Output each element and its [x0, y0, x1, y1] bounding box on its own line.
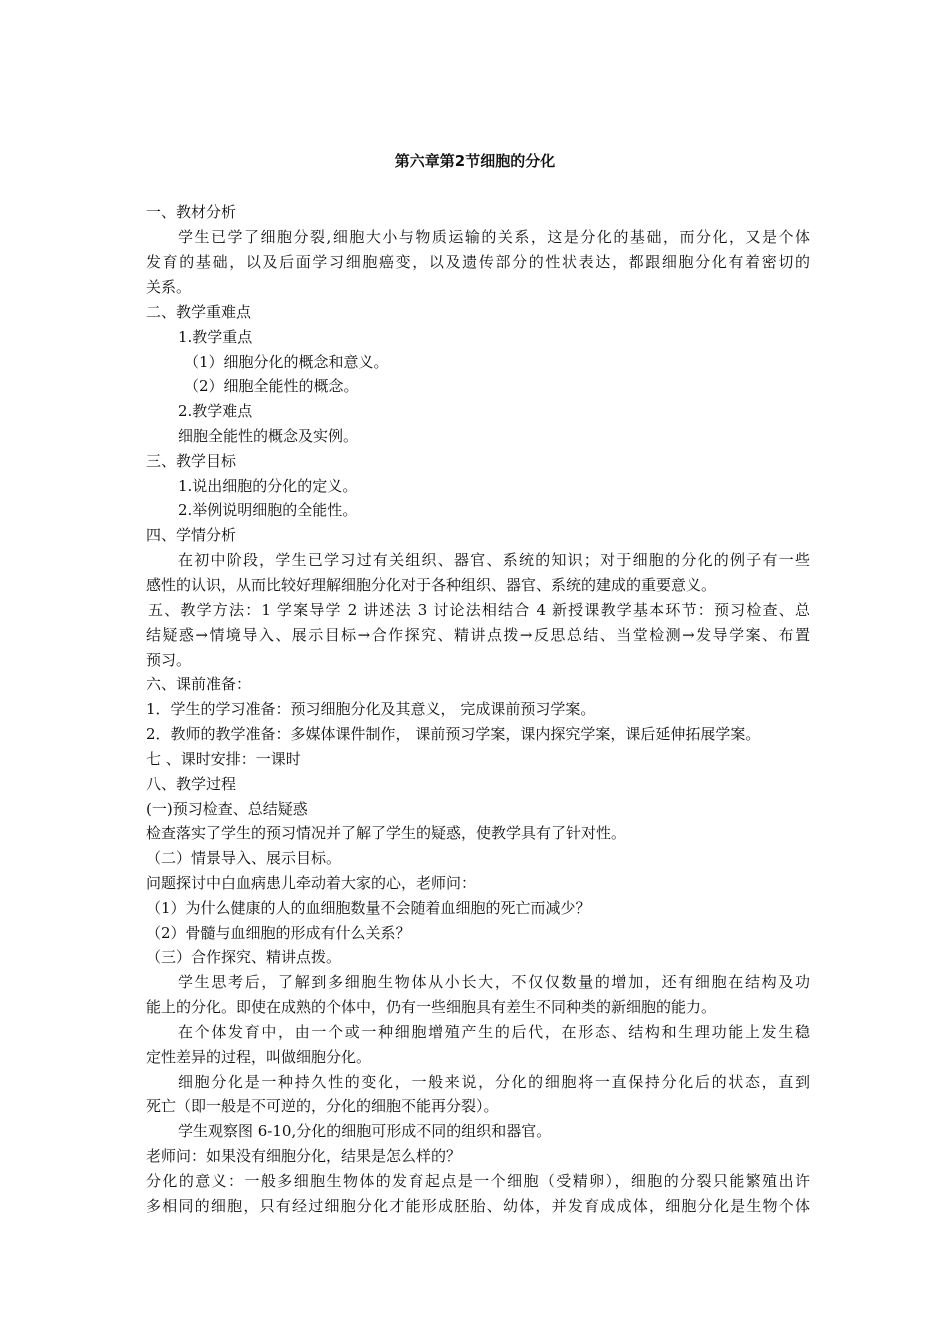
subheading: 1.教学重点 [178, 328, 253, 346]
paragraph-line: 细胞全能性的概念及实例。 [178, 427, 359, 445]
paragraph-line: 死亡（即一般是不可逆的，分化的细胞不能再分裂）。 [146, 1097, 499, 1115]
heading-7: 七 、课时安排：一课时 [146, 750, 301, 768]
paragraph-line: 老师问：如果没有细胞分化，结果是怎么样的？ [146, 1147, 462, 1165]
paragraph-line: 学生思考后，了解到多细胞生物体从小长大，不仅仅数量的增加，还有细胞在结构及功 [178, 973, 810, 991]
paragraph-line: 分化的意义：一般多细胞生物体的发育起点是一个细胞（受精卵），细胞的分裂只能繁殖出许 [146, 1172, 810, 1190]
heading-4: 四、学情分析 [146, 526, 237, 544]
list-item: （2）骨髓与血细胞的形成有什么关系？ [146, 924, 411, 942]
list-item: （2）细胞全能性的概念。 [184, 377, 359, 395]
list-item: 1.说出细胞的分化的定义。 [178, 477, 358, 495]
subheading: （三）合作探究、精讲点拨。 [146, 948, 342, 966]
paragraph-line: 能上的分化。即使在成熟的个体中，仍有一些细胞具有差生不同种类的新细胞的能力。 [146, 998, 717, 1016]
paragraph-line: 问题探讨中白血病患儿牵动着大家的心，老师问： [146, 874, 477, 892]
paragraph-line: 发育的基础，以及后面学习细胞癌变，以及遗传部分的性状表达，都跟细胞分化有着密切的 [146, 253, 810, 271]
subheading: （二）情景导入、展示目标。 [146, 849, 342, 867]
paragraph-line: 在初中阶段，学生已学习过有关组织、器官、系统的知识；对于细胞的分化的例子有一些 [178, 551, 810, 569]
paragraph-line: 结疑惑→情境导入、展示目标→合作探究、精讲点拨→反思总结、当堂检测→发导学案、布置 [146, 626, 810, 644]
paragraph-line: 预习。 [146, 651, 192, 669]
list-item: 2．教师的教学准备：多媒体课件制作， 课前预习学案，课内探究学案，课后延伸拓展学案。 [146, 725, 761, 743]
list-item: 1．学生的学习准备：预习细胞分化及其意义， 完成课前预习学案。 [146, 700, 596, 718]
heading-6: 六、课前准备： [146, 675, 252, 693]
paragraph-line: 定性差异的过程，叫做细胞分化。 [146, 1048, 372, 1066]
heading-1: 一、教材分析 [146, 203, 237, 221]
list-item: 2.举例说明细胞的全能性。 [178, 501, 358, 519]
paragraph-line: 细胞分化是一种持久性的变化，一般来说，分化的细胞将一直保持分化后的状态，直到 [178, 1073, 810, 1091]
paragraph-line: 在个体发育中，由一个或一种细胞增殖产生的后代，在形态、结构和生理功能上发生稳 [178, 1023, 810, 1041]
heading-5: 五、教学方法：1 学案导学 2 讲述法 3 讨论法相结合 4 新授课教学基本环节：预习检查、总 [148, 601, 810, 619]
document-title: 第六章第2节细胞的分化 [394, 152, 556, 170]
paragraph-line: 学生观察图 6-10,分化的细胞可形成不同的组织和器官。 [178, 1122, 552, 1140]
list-item: （1）细胞分化的概念和意义。 [184, 353, 389, 371]
heading-8: 八、教学过程 [146, 775, 237, 793]
subheading: (一)预习检查、总结疑惑 [146, 800, 308, 818]
paragraph-line: 关系。 [146, 278, 192, 296]
list-item: （1）为什么健康的人的血细胞数量不会随着血细胞的死亡而减少？ [146, 899, 591, 917]
paragraph-line: 检查落实了学生的预习情况并了解了学生的疑惑，使教学具有了针对性。 [146, 824, 627, 842]
paragraph-line: 多相同的细胞，只有经过细胞分化才能形成胚胎、幼体，并发育成成体，细胞分化是生物个体 [146, 1197, 810, 1215]
paragraph-line: 感性的认识，从而比较好理解细胞分化对于各种组织、器官、系统的建成的重要意义。 [146, 576, 717, 594]
paragraph-line: 学生已学了细胞分裂,细胞大小与物质运输的关系，这是分化的基础，而分化，又是个体 [178, 228, 810, 246]
heading-2: 二、教学重难点 [146, 303, 252, 321]
subheading: 2.教学难点 [178, 402, 253, 420]
heading-3: 三、教学目标 [146, 452, 237, 470]
